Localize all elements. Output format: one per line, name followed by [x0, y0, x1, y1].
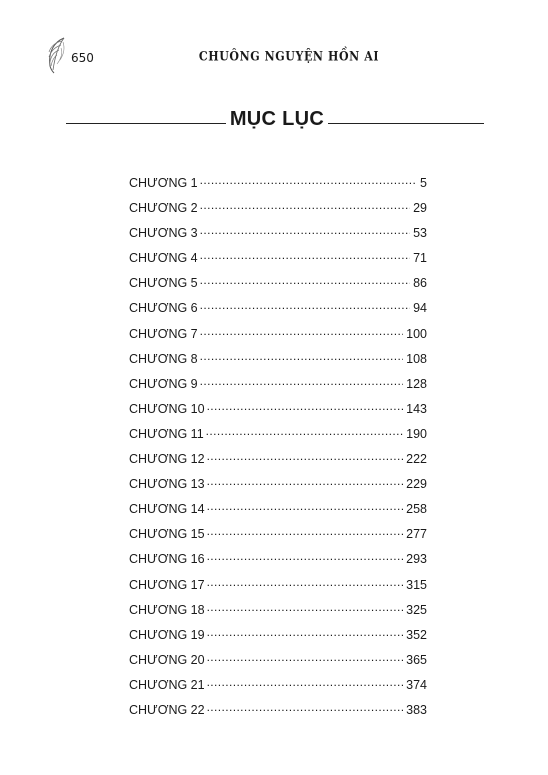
- toc-entry-label: CHƯƠNG 8: [129, 351, 198, 366]
- toc-entry-label: CHƯƠNG 1: [129, 176, 198, 190]
- toc-entry: [129, 173, 427, 198]
- toc-entry: [129, 248, 427, 273]
- dot-leader: [207, 399, 404, 413]
- toc-entry-label: CHƯƠNG 6: [129, 301, 198, 316]
- toc-entry-label: CHƯƠNG 12: [129, 452, 205, 467]
- toc-entry-label: CHƯƠNG 13: [129, 477, 205, 492]
- dot-leader: [207, 449, 404, 463]
- toc-entry-label: CHƯƠNG 7: [129, 326, 198, 341]
- dot-leader: [207, 549, 404, 563]
- toc-entry-label: CHƯƠNG 14: [129, 502, 205, 517]
- toc-entry-label: CHƯƠNG 21: [129, 677, 205, 692]
- toc-entry-label: CHƯƠNG 9: [129, 376, 198, 391]
- dot-leader: [207, 625, 404, 639]
- toc-entry: [129, 424, 427, 449]
- dot-leader: [200, 273, 410, 287]
- toc-heading: [66, 108, 484, 136]
- toc-entry-page: 258: [406, 502, 427, 517]
- toc-entry: [129, 549, 427, 574]
- dot-leader: [200, 173, 417, 187]
- toc-entry-label: CHƯƠNG 15: [129, 527, 205, 542]
- toc-entry: [129, 575, 427, 600]
- heading-rule-right: [328, 123, 484, 124]
- toc-entry: [129, 499, 427, 524]
- toc-entry-page: 71: [413, 251, 427, 266]
- toc-entry-page: 5: [420, 176, 427, 190]
- toc-entry-page: 86: [413, 276, 427, 291]
- toc-entry-label: CHƯƠNG 3: [129, 226, 198, 241]
- toc-entry: [129, 625, 427, 650]
- dot-leader: [200, 349, 404, 363]
- page-header: [44, 36, 514, 76]
- running-title: CHUÔNG NGUYỆN HỒN AI: [198, 49, 380, 64]
- dot-leader: [207, 575, 404, 589]
- toc-entry-label: CHƯƠNG 16: [129, 552, 205, 567]
- toc-entry-page: 374: [406, 677, 427, 692]
- dot-leader: [207, 675, 404, 689]
- toc-entry-label: CHƯƠNG 19: [129, 627, 205, 642]
- toc-entry-label: CHƯƠNG 10: [129, 401, 205, 416]
- dot-leader: [200, 324, 404, 338]
- toc-entry: [129, 374, 427, 399]
- toc-entry-label: CHƯƠNG 17: [129, 577, 205, 592]
- toc-entry: [129, 298, 427, 323]
- toc-entry-label: CHƯƠNG 4: [129, 251, 198, 266]
- dot-leader: [200, 223, 410, 237]
- toc-entry: [129, 198, 427, 223]
- toc-entry-page: 190: [406, 426, 427, 441]
- toc-entry: [129, 324, 427, 349]
- toc-entry: [129, 273, 427, 298]
- feather-icon: [44, 36, 68, 74]
- toc-entry-page: 293: [406, 552, 427, 567]
- toc-entry: [129, 399, 427, 424]
- toc-entry: [129, 349, 427, 374]
- toc-entry-page: 229: [406, 477, 427, 492]
- dot-leader: [207, 524, 404, 538]
- toc-entry-label: CHƯƠNG 18: [129, 602, 205, 617]
- toc-entry-label: CHƯƠNG 5: [129, 276, 198, 291]
- toc-entry-page: 315: [406, 577, 427, 592]
- toc-entry: [129, 650, 427, 675]
- toc-entry-label: CHƯƠNG 2: [129, 201, 198, 216]
- toc-entry-page: 53: [413, 226, 427, 241]
- toc-entry: [129, 223, 427, 248]
- toc-entry-page: 277: [406, 527, 427, 542]
- dot-leader: [200, 198, 410, 212]
- toc-entry: [129, 474, 427, 499]
- toc-entry-page: 143: [406, 401, 427, 416]
- toc-list: [129, 173, 427, 725]
- page-number: 650: [71, 51, 94, 65]
- toc-entry-page: 108: [406, 351, 427, 366]
- dot-leader: [200, 298, 410, 312]
- dot-leader: [200, 374, 404, 388]
- toc-entry-page: 94: [413, 301, 427, 316]
- toc-entry-label: CHƯƠNG 20: [129, 652, 205, 667]
- toc-entry-page: 29: [413, 201, 427, 216]
- toc-entry: [129, 524, 427, 549]
- toc-entry-page: 222: [406, 452, 427, 467]
- toc-entry: [129, 600, 427, 625]
- dot-leader: [207, 650, 404, 664]
- toc-entry: [129, 700, 427, 725]
- toc-entry-page: 365: [406, 652, 427, 667]
- dot-leader: [200, 248, 410, 262]
- toc-entry-page: 383: [406, 702, 427, 717]
- toc-entry-label: CHƯƠNG 22: [129, 702, 205, 717]
- toc-entry-label: CHƯƠNG 11: [129, 426, 204, 441]
- dot-leader: [207, 499, 404, 513]
- toc-entry-page: 325: [406, 602, 427, 617]
- toc-title: MỤC LỤC: [229, 108, 325, 130]
- toc-entry-page: 128: [406, 376, 427, 391]
- dot-leader: [207, 474, 404, 488]
- dot-leader: [207, 700, 404, 714]
- toc-entry: [129, 449, 427, 474]
- dot-leader: [207, 600, 404, 614]
- toc-entry-page: 352: [406, 627, 427, 642]
- toc-entry-page: 100: [406, 326, 427, 341]
- toc-entry: [129, 675, 427, 700]
- heading-rule-left: [66, 123, 226, 124]
- dot-leader: [206, 424, 403, 438]
